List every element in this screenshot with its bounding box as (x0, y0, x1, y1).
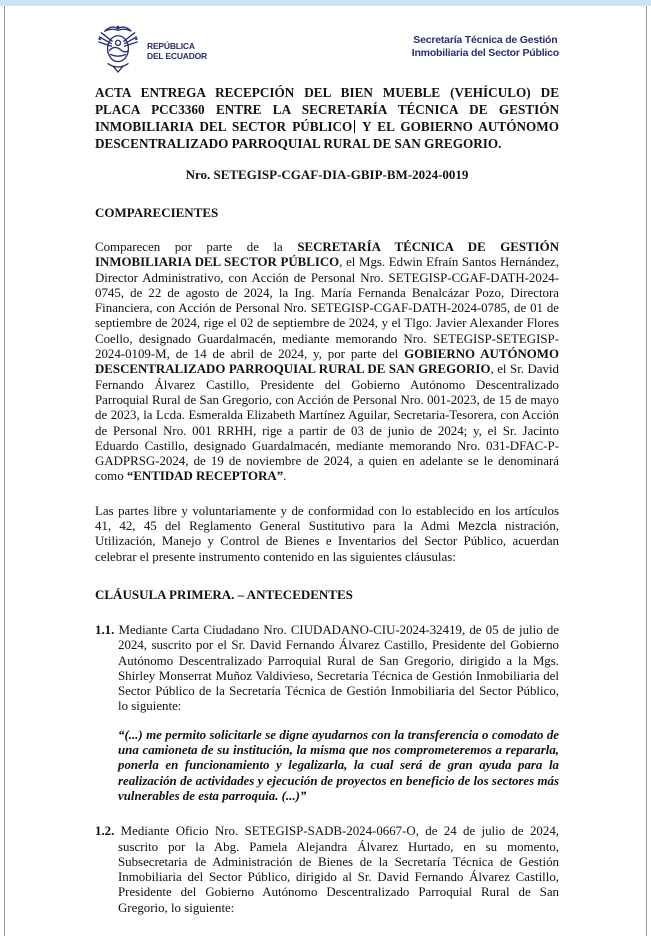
clause-quote-1-1: “(...) me permito solicitarle se digne ayudarnos con la transferencia o comodato de una camioneta de su institución, la misma que nos comprometeremos a repararla, ponerla en funcionamiento y legalizarla, la cual será de gran ayuda para la realización de actividades y ejecución de proyectos en beneficio de los sectores más vulnerables de esta parroquia. (...)” (118, 727, 559, 803)
org-name (412, 34, 559, 60)
paragraph-acuerdo (95, 504, 559, 565)
clause-text: Mediante Carta Ciudadano Nro. CIUDADANO-CIU-2024-32419, de 05 de julio de 2024, suscrito por el Sr. David Fernando Álvarez Castillo, Presidente del Gobierno Autónomo Descentralizado Parroquial Rural de San Gregorio, dirigido a la Mgs. Shirley Monserrat Muñoz Valdivieso, Secretaria Técnica de Gestión Inmobiliaria del Sector Público de la Secretaría Técnica de Gestión Inmobiliaria del Sector Público, lo siguiente: (114, 622, 559, 714)
document-number: Nro. SETEGISP-CGAF-DIA-GBIP-BM-2024-0019 (185, 167, 469, 182)
brand-line-1: REPÚBLICA (147, 41, 195, 51)
text-segment: , el Sr. David Fernando Álvarez Castillo, Presidente del Gobierno Autónomo Descentralizado Parroquial Rural de San Gregorio, con Acción de Personal Nro. 001-2023, de 15 de mayo de 2023, la Lcda. Esmeralda Elizabeth Martínez Aguilar, Secretaria-Tesorera, con Acción de Personal Nro. 001 RRHH, rige a partir de 03 de junio de 2024; y, el Sr. Jacinto Eduardo Castillo, designado Guardalmacén, mediante memorando Nro. 031-DFAC-P-GADPRSG-2024, de 19 de noviembre de 2024, a quien en adelante se le denominará como (95, 362, 560, 484)
paragraph-comparecientes (95, 240, 559, 485)
inserted-word: Mezcla (458, 519, 497, 534)
document-title-part2: Y EL GOBIERNO AUTÓNOMO DESCENTRALIZADO PARROQUIAL RURAL DE SAN GREGORIO. (95, 119, 559, 151)
heading-comparecientes: COMPARECIENTES (95, 205, 219, 220)
text-segment: nistración, Utilización, Manejo y Control de Bienes e Inventarios del Sector Público, acuerdan celebrar el presente instrumento contenido en las siguientes cláusulas: (95, 519, 560, 564)
entity-name-gad: GOBIERNO AUTÓNOMO DESCENTRALIZADO PARROQUIAL RURAL DE SAN GREGORIO (95, 347, 559, 377)
text-segment: Las partes libre y voluntariamente y de conformidad con lo establecido en los artículos 41, 42, 45 del Reglamento General Sustitutivo para la Admi (95, 503, 559, 534)
clause-item-1-2 (95, 824, 559, 916)
document-page[interactable] (4, 6, 647, 936)
brand-line-2: DEL ECUADOR (147, 51, 207, 61)
text-segment: . (283, 469, 287, 484)
org-name-line-2: Inmobiliaria del Sector Público (411, 47, 559, 59)
clause-item-1-1 (95, 623, 559, 715)
ecuador-coat-of-arms-icon (93, 20, 143, 74)
entity-name-setegisp: SECRETARÍA TÉCNICA DE GESTIÓN INMOBILIARIA DEL SECTOR PÚBLICO (95, 240, 559, 270)
org-name-line-1: Secretaría Técnica de Gestión (413, 34, 558, 46)
heading-clausula-primera: CLÁUSULA PRIMERA. – ANTECEDENTES (95, 586, 353, 602)
republic-brand-text (147, 41, 207, 61)
clause-number: 1.2. (95, 824, 115, 839)
text-segment: Comparecen por parte de la (95, 240, 298, 254)
document-header (95, 20, 559, 74)
clause-number: 1.1. (95, 622, 115, 637)
clause-text: Mediante Oficio Nro. SETEGISP-SADB-2024-0667-O, de 24 de julio de 2024, suscrito por la Abg. Pamela Alejandra Álvarez Hurtado, en su momento, Subsecretaria de Administración de Bienes de la Secretaría Técnica de Gestión Inmobiliaria del Sector Público, dirigido al Sr. David Fernando Álvarez Castillo, Presidente del Gobierno Autónomo Descentralizado Parroquial Rural de San Gregorio, lo siguiente: (114, 824, 559, 915)
entity-receptora-label: “ENTIDAD RECEPTORA” (126, 469, 284, 484)
document-title (95, 84, 559, 152)
text-segment: , el Mgs. Edwin Efraín Santos Hernández, Director Administrativo, con Acción de Personal Nro. SETEGISP-CGAF-DATH-2024-0745, de 22 de agosto de 2024, la Ing. María Fernanda Benalcázar Pozo, Directora Financiera, con Acción de Personal Nro. SETEGISP-CGAF-DATH-2024-0785, de 01 de septiembre de 2024, rige el 02 de septiembre de 2024, y el Tlgo. Javier Alexander Flores Coello, designado Guardalmacén, mediante memorando Nro. SETEGISP-SETEGISP-2024-0109-M, de 14 de abril de 2024, y, por parte del (95, 255, 559, 362)
republic-brand (93, 20, 207, 74)
document-title-part1: ACTA ENTREGA RECEPCIÓN DEL BIEN MUEBLE (VEHÍCULO) DE PLACA PCC3360 ENTRE LA SECRETARÍA TÉCNICA DE GESTIÓN INMOBILIARIA DEL SECTOR PÚBLICO (95, 85, 559, 134)
